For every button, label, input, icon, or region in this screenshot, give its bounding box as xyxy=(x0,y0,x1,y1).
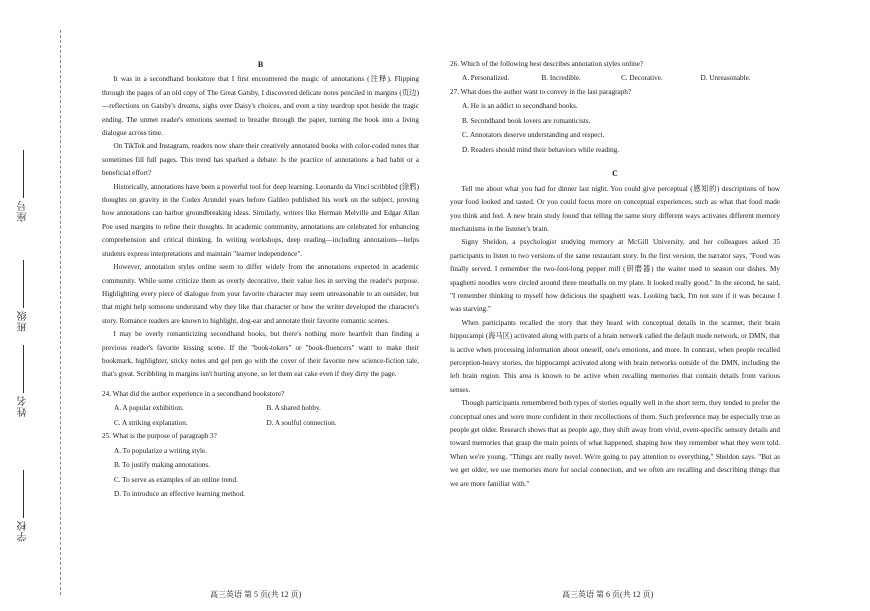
paragraph: I may be overly romanticizing secondhand books, but there's nothing more heartfelt than finding a previous reader's favorite kissing scene. If the "book-tokers" or "book-fluencers" want to make their bookmark, highlighter, sticky notes and gel pen go with the cover of their favorite new science-fiction tale, that's great. Scribbling in margins isn't hurting anyone, so let them eat cake even if they dirty the page. xyxy=(102,330,419,379)
paragraph: Signy Sheldon, a psychologist studying memory at McGill University, and her colleagues asked 35 participants to listen to two versions of the same restaurant story. In the first version, the narrator says, "Food was finally served. I remember the two-foot-long pepper mill (研磨器) the waiter used to season our dishes. My spaghetti noodles were circled around three meatballs on my plate. It looked really good." In the second, he said, "I remember thinking to myself how delicious the spaghetti was. Looking back, I'm not sure if it was because I was starving." xyxy=(450,238,780,314)
question-stem: 26. Which of the following best describes annotation styles online? xyxy=(450,60,644,68)
option: A. To popularize a writing style. xyxy=(114,446,207,455)
binding-margin xyxy=(0,0,86,611)
field-seat: 座号 xyxy=(16,150,42,222)
paragraph: When participants recalled the story that they heard with conceptual details in the scanner, their brain hippocampi (海马区) activated along with parts of a brain network called the default mode network, or DMN, that is active when processing information about oneself, one's emotions, and more. In contrast, when people recalled perception-heavy stories, the hippocampi activated along with brain networks outside of the DMN, including the left brain region. This area is known to be active when recalling memories that contain details from various senses. xyxy=(450,318,780,394)
option: C. To serve as examples of an online trend. xyxy=(114,475,238,484)
option: B. To justify making annotations. xyxy=(114,461,210,470)
option: C. Annotators deserve understanding and respect. xyxy=(462,131,605,140)
question-27 xyxy=(450,86,780,157)
option: D. A soulful connection. xyxy=(266,418,337,427)
paragraph: However, annotation styles online seem to differ widely from the annotations expected in academic community. While some criticize them as overly decorative, their value lies in serving the reader's purpose. Highlighting every piece of dialogue from your favorite character may seem unreasonable to an outsider, but that might help someone understand why they like that character or how the writer developed the character's story. Romance readers are known to highlight, dog-ear and annotate their favorite romantic scenes. xyxy=(102,263,419,325)
question-stem: 24. What did the author experience in a secondhand bookstore? xyxy=(102,389,285,398)
right-column xyxy=(450,58,780,491)
question-25 xyxy=(102,430,419,501)
left-column xyxy=(102,58,419,502)
field-school: 学校 xyxy=(16,470,42,542)
section-title-b: B xyxy=(257,60,264,69)
section-title-c: C xyxy=(612,169,618,179)
paragraph: Though participants remembered both types of stories equally well in the short term, they tended to prefer the conceptual ones and were more confident in their recollections of them. Such preference may be especially true as people get older. Research shows that as people age, they shift away from vivid, event-specific sensory details and toward memories that grasp the main points of what happened, shaping how they remember what they were told. When we're young, "Things are really novel. We're going to pay attention to everything," Sheldon says. "But as we get older, we use memories more for social connection, and we often are recalling and describing things that we are more familiar with." xyxy=(450,399,780,488)
option: D. Readers should mind their behaviors while reading. xyxy=(462,145,620,154)
option: A. A popular exhibition. xyxy=(114,404,184,413)
question-stem: 25. What is the purpose of paragraph 3? xyxy=(102,432,217,441)
option: C. Decorative. xyxy=(621,74,663,83)
option: B. Incredible. xyxy=(541,74,581,83)
option: D. To introduce an effective learning method. xyxy=(114,490,245,499)
question-stem: 27. What does the author want to convey in the last paragraph? xyxy=(450,87,632,96)
option: C. A striking explanation. xyxy=(114,418,188,427)
binding-dashed-line xyxy=(60,30,61,595)
option: A. Personalized. xyxy=(462,74,510,83)
paragraph: It was in a secondhand bookstore that I first encountered the magic of annotations (注释). Flipping through the pages of an old copy of The Great Gatsby, I discovered delicate notes penciled in margins (页边)—reflections on Gatsby's dreams, sighs over Daisy's choices, and even a tiny teardrop spot beside the tragic ending. The unmet reader's emotions seemed to breathe through the paper, turning the book into a living dialogue across time. xyxy=(102,75,419,138)
question-24 xyxy=(102,388,419,430)
question-26 xyxy=(450,58,780,86)
option: B. A shared hobby. xyxy=(266,404,321,413)
field-class: 班级 xyxy=(16,260,42,332)
option: A. He is an addict to secondhand books. xyxy=(462,102,578,111)
paragraph: On TikTok and Instagram, readers now share their creatively annotated books with color-coded notes that sometimes fill full pages. This trend has sparked a debate: Is the practice of annotations a bad habit or a beneficial effort? xyxy=(102,142,419,178)
paragraph: Tell me about what you had for dinner last night. You could give perceptual (感知的) descriptions of how your food looked and tasted. Or you could focus more on conceptual experiences, such as what that food made you think and feel. A new brain study found that telling the same story different ways activates different memory mechanisms in the listener's brain. xyxy=(450,184,780,233)
option: B. Secondhand book lovers are romanticists. xyxy=(462,116,591,125)
page-footer-5: 高三英语 第 5 页(共 12 页) xyxy=(210,590,302,599)
field-name: 姓名 xyxy=(16,345,42,417)
page-footer-6: 高三英语 第 6 页(共 12 页) xyxy=(562,590,654,599)
paragraph: Historically, annotations have been a powerful tool for deep learning. Leonardo da Vinci scribbled (涂鸦) thoughts on gravity in the Codex Arundel years before Galileo published his work on the subject, proving how annotations can harbor groundbreaking ideas. Similarly, writers like Herman Melville and Edgar Allan Poe used margins to refine their thoughts. In academic community, annotations are celebrated for enhancing comprehension and critical thinking. In writing workshops, deep reading—including annotations—helps students express interpretations and maintain "learner independence". xyxy=(102,182,419,258)
option: D. Unreasonable. xyxy=(700,74,751,83)
